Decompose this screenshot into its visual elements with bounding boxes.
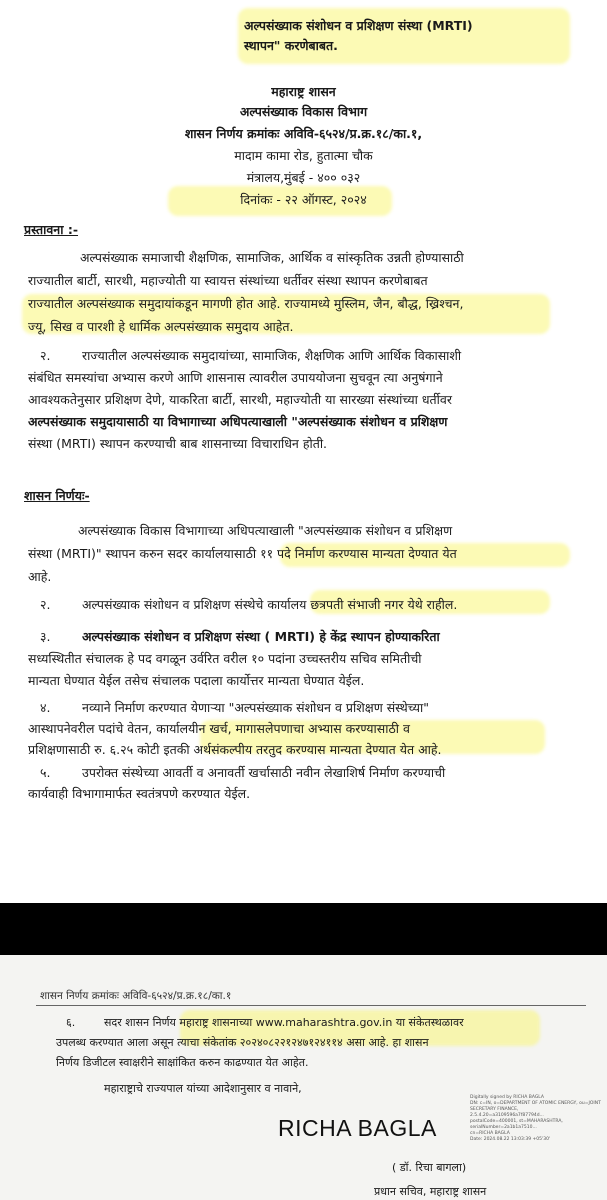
subject-line-2: स्थापन" करणेबाबत. xyxy=(244,38,338,53)
page2-gr-reference: शासन निर्णय क्रमांकः अविवि-६५२४/प्र.क्र.१८/का.१ xyxy=(40,990,232,1002)
preamble-p2-number: २. xyxy=(40,348,51,363)
decision-p4-line: नव्याने निर्माण करण्यात येणाऱ्या "अल्पसंख्याक संशोधन व प्रशिक्षण संस्थेच्या" xyxy=(82,700,429,715)
digital-sig-line: Date: 2024.08.22 13:03:39 +05'30' xyxy=(470,1137,551,1142)
decision-p5-number: ५. xyxy=(40,765,51,780)
digital-signature-block xyxy=(470,1095,601,1143)
decision-p4-line: प्रशिक्षणासाठी रु. ६.२५ कोटी इतकी अर्थसंकल्पीय तरतुद करण्यास मान्यता देण्यात येत आहे. xyxy=(28,742,442,757)
digital-sig-line: SECRETARY FINANCE, xyxy=(470,1107,519,1112)
signatory-name: ( डॉ. रिचा बागला) xyxy=(392,1161,467,1174)
screenshot-separator xyxy=(0,903,607,955)
preamble-p2-line: संबंधित समस्यांचा अभ्यास करणे आणि शासनास त्यावरील उपाययोजना सुचवून त्या अनुषंगाने xyxy=(28,370,443,385)
preamble-p2-line: आवश्यकतेनुसार प्रशिक्षण देणे, याकरिता बार्टी, सारथी, महाज्योती या सारख्या संस्थांच्या धर्तीवर xyxy=(28,392,452,407)
digital-sig-line: Digitally signed by RICHA BAGLA xyxy=(470,1095,544,1100)
page2-p6-line: सदर शासन निर्णय महाराष्ट्र शासनाच्या www.maharashtra.gov.in या संकेतस्थळावर xyxy=(104,1016,464,1029)
decision-heading: शासन निर्णयः- xyxy=(24,488,90,503)
page2-order-line: महाराष्ट्राचे राज्यपाल यांच्या आदेशानुसार व नावाने, xyxy=(104,1082,302,1095)
decision-p5-line: कार्यवाही विभागामार्फत स्वतंत्रपणे करण्यात येईल. xyxy=(28,786,251,801)
gov-title: महाराष्ट्र शासन xyxy=(271,84,336,99)
digital-sig-line: serialNumber=2a1b1a7510... xyxy=(470,1125,537,1130)
address-line-1: मादाम कामा रोड, हुतात्मा चौक xyxy=(234,148,373,163)
date-line: दिनांकः - २२ ऑगस्ट, २०२४ xyxy=(240,192,367,207)
highlight-subject xyxy=(238,8,570,64)
preamble-heading: प्रस्तावना :- xyxy=(24,222,79,237)
decision-p3-line: मान्यता घेण्यात येईल तसेच संचालक पदाला कार्योत्तर मान्यता घेण्यात येईल. xyxy=(28,673,365,688)
preamble-p1-line: अल्पसंख्याक समाजाची शैक्षणिक, सामाजिक, आर्थिक व सांस्कृतिक उन्नती होण्यासाठी xyxy=(80,250,464,265)
signature-name: RICHA BAGLA xyxy=(278,1115,437,1141)
decision-p3-line: सध्यस्थितीत संचालक हे पद वगळून उर्वरित वरील १० पदांना उच्चस्तरीय सचिव समितीची xyxy=(28,651,422,666)
decision-p5-line: उपरोक्त संस्थेच्या आवर्ती व अनावर्ती खर्चासाठी नवीन लेखाशिर्ष निर्माण करण्याची xyxy=(82,765,446,780)
decision-p1-line: आहे. xyxy=(28,569,52,584)
decision-p1-line: संस्था (MRTI)" स्थापन करुन सदर कार्यालयासाठी ११ पदे निर्माण करण्यास मान्यता देण्यात येत xyxy=(28,546,457,561)
page2-p6-line: उपलब्ध करण्यात आला असून त्याचा संकेतांक २०२४०८२२१२४७१२४११४ असा आहे. हा शासन xyxy=(56,1036,429,1049)
dept-title: अल्पसंख्याक विकास विभाग xyxy=(239,104,368,119)
preamble-p1-line: ज्यू, सिख व पारशी हे धार्मिक अल्पसंख्याक समुदाय आहेत. xyxy=(28,319,294,334)
decision-p3-line: अल्पसंख्याक संशोधन व प्रशिक्षण संस्था ( MRTI) हे केंद्र स्थापन होण्याकरिता xyxy=(82,629,440,644)
preamble-p1-line: राज्यातील अल्पसंख्याक समुदायांकडून मागणी होत आहे. राज्यामध्ये मुस्लिम, जैन, बौद्ध, ख्रिश्चन, xyxy=(28,296,464,311)
subject-line-1: अल्पसंख्याक संशोधन व प्रशिक्षण संस्था (MRTI) xyxy=(244,18,473,33)
decision-p4-line: आस्थापनेवरील पदांचे वेतन, कार्यालयीन खर्च, मागासलेपणाचा अभ्यास करण्यासाठी व xyxy=(28,721,410,736)
digital-sig-line: DN: c=IN, o=DEPARTMENT OF ATOMIC ENERGY, ou=JOINT xyxy=(470,1101,601,1106)
page2-header-rule xyxy=(36,1005,586,1006)
page2-p6-line: निर्णय डिजीटल स्वाक्षरीने साक्षांकित करुन काढण्यात येत आहेत. xyxy=(56,1056,309,1069)
page-two-scan xyxy=(0,955,607,1200)
gr-number: शासन निर्णय क्रमांकः अविवि-६५२४/प्र.क्र.१८/का.१, xyxy=(184,126,423,141)
decision-p2-number: २. xyxy=(40,597,51,612)
preamble-p2-line: संस्था (MRTI) स्थापन करण्याची बाब शासनाच्या विचाराधिन होती. xyxy=(28,436,328,451)
decision-p4-number: ४. xyxy=(40,700,51,715)
decision-p3-number: ३. xyxy=(40,629,51,644)
preamble-p1-line: राज्यातील बार्टी, सारथी, महाज्योती या स्वायत्त संस्थांच्या धर्तीवर संस्था स्थापन करणेबाबत xyxy=(28,273,428,288)
digital-sig-line: postalCode=400001, st=MAHARASHTRA, xyxy=(470,1119,563,1124)
address-line-2: मंत्रालय,मुंबई - ४०० ०३२ xyxy=(246,170,361,185)
decision-p2-line: अल्पसंख्याक संशोधन व प्रशिक्षण संस्थेचे कार्यालय छत्रपती संभाजी नगर येथे राहील. xyxy=(82,597,458,612)
decision-p1-line: अल्पसंख्याक विकास विभागाच्या अधिपत्याखाली "अल्पसंख्याक संशोधन व प्रशिक्षण xyxy=(78,523,453,538)
preamble-p2-line: राज्यातील अल्पसंख्याक समुदायांच्या, सामाजिक, शैक्षणिक आणि आर्थिक विकासाशी xyxy=(82,348,462,363)
digital-sig-line: 2.5.4.20=a3109596a7f87794d... xyxy=(470,1113,544,1118)
page2-p6-number: ६. xyxy=(66,1016,76,1029)
signatory-designation: प्रधान सचिव, महाराष्ट्र शासन xyxy=(374,1185,487,1198)
digital-sig-line: cn=RICHA BAGLA xyxy=(470,1131,510,1136)
preamble-p2-line: अल्पसंख्याक समुदायासाठी या विभागाच्या अधिपत्याखाली "अल्पसंख्याक संशोधन व प्रशिक्षण xyxy=(28,414,448,429)
